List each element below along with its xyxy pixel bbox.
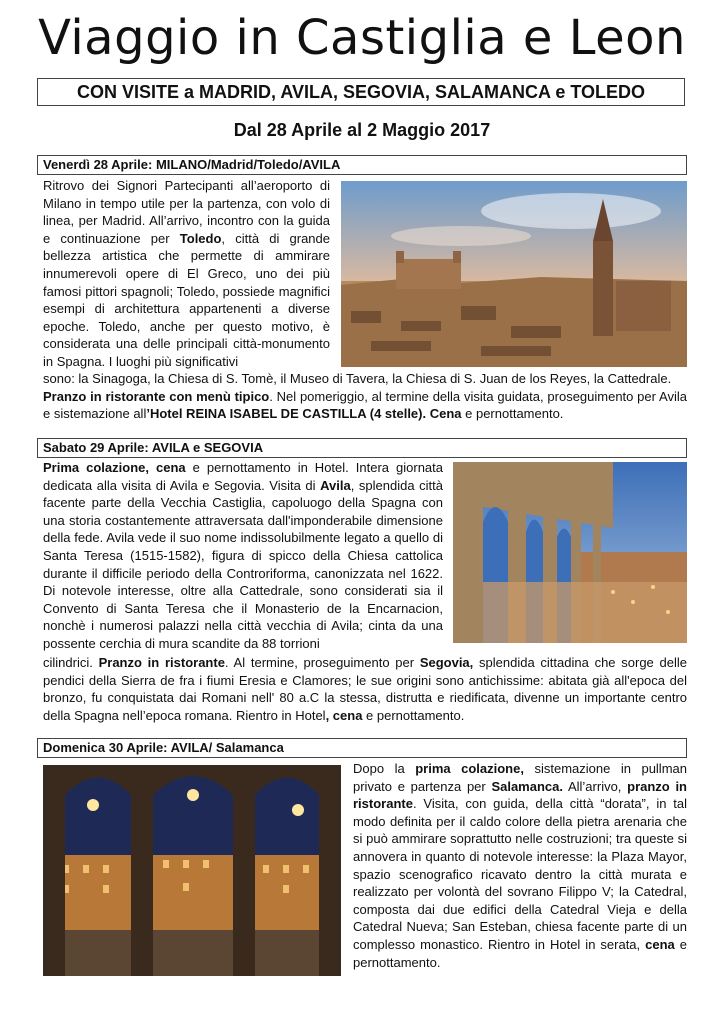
day1-text-full: sono: la Sinagoga, la Chiesa di S. Tomè, il Museo di Tavera, la Chiesa di S. Juan de los Reyes, la Cattedrale. Pranzo in ristorante con menù tipico. Nel pomeriggio, al termine della visita guidata, proseguimento per Avila e sistemazione all’Hotel REINA ISABEL DE CASTILLA (4 stelle). Cena e pernottamento.	[43, 371, 687, 422]
day3-text: Dopo la prima colazione, sistemazione in pullman privato e partenza per Salamanca. All’arrivo, pranzo in ristorante. Visita, con guida, della città “dorata”, in tal modo definita per il caldo colore della pietra arenaria che si può ammirare soprattutto nelle costruzioni; tra queste si annovera in quanto di notevole interesse: la Plaza Mayor, spazio scenografico ricavato dentro la città murata e realizzato per volontà del sovrano Filippo V; la Catedral, composta dai due edifici della Catedral Vieja e della Catedral Nueva; San Esteban, chiesa facente parte di un complesso monastico. Rientro in Hotel in serata, cena e pernottamento.	[353, 761, 687, 970]
segovia-aqueduct-photo	[453, 462, 687, 643]
page-title: Viaggio in Castiglia e Leon	[38, 10, 686, 66]
toledo-photo	[341, 181, 687, 367]
subtitle-box: CON VISITE a MADRID, AVILA, SEGOVIA, SALAMANCA e TOLEDO	[37, 78, 685, 106]
day2-text-left: Prima colazione, cena e pernottamento in Hotel. Intera giornata dedicata alla visita di Avila e Segovia. Visita di Avila, splendida città facente parte della Vecchia Castiglia, capoluogo della Spagna con una storia costantemente attraversata dall'imponderabile dimensione della fede. Avila vede il suo nome indissolubilmente legato a quello di Santa Teresa (1515-1582), figura di spicco della Chiesa cattolica durante il difficile periodo della Controriforma, canonizzata nel 1622. Di notevole interesse, oltre alla Cattedrale, sono considerati sia il Convento di Santa Teresa che il Monasterio de la Encarnacion, nonchè i numerosi palazzi nella città vecchia di Avila; cinta da una possente cerchia di mura scandite da 88 torrioni	[43, 460, 443, 651]
day3-heading: Domenica 30 Aprile: AVILA/ Salamanca	[37, 738, 687, 758]
day2-heading: Sabato 29 Aprile: AVILA e SEGOVIA	[37, 438, 687, 458]
trip-dates: Dal 28 Aprile al 2 Maggio 2017	[233, 120, 491, 140]
day1-heading: Venerdì 28 Aprile: MILANO/Madrid/Toledo/AVILA	[37, 155, 687, 175]
day1-text-left: Ritrovo dei Signori Partecipanti all’aeroporto di Milano in tempo utile per la partenza, con volo di linea, per Madrid. All’arrivo, incontro con la guida e continuazione per Toledo, città di grande bellezza artistica che permette di ammirare innumerevoli opere di El Greco, uno dei più famosi pittori spagnoli; Toledo, possiede magnifici esempi di architettura appartenenti a diverse epoche. Toledo, anche per questo motivo, è considerata una delle principali città-monumento in Spagna. I luoghi più significativi	[43, 178, 330, 369]
day2-text-full: cilindrici. Pranzo in ristorante. Al termine, proseguimento per Segovia, splendida cittadina che sorge delle pendici della Sierra de fra i fiumi Eresia e Clamores; le sue origini sono antichissime: abitata già all'epoca del bronzo, fu conquistata dai Romani nell' 80 a.C la stessa, distrutta e riedificata, divenne un importante centro della Spagna nell’epoca romana. Rientro in Hotel, cena e pernottamento.	[43, 655, 687, 723]
salamanca-plaza-photo	[43, 765, 341, 976]
